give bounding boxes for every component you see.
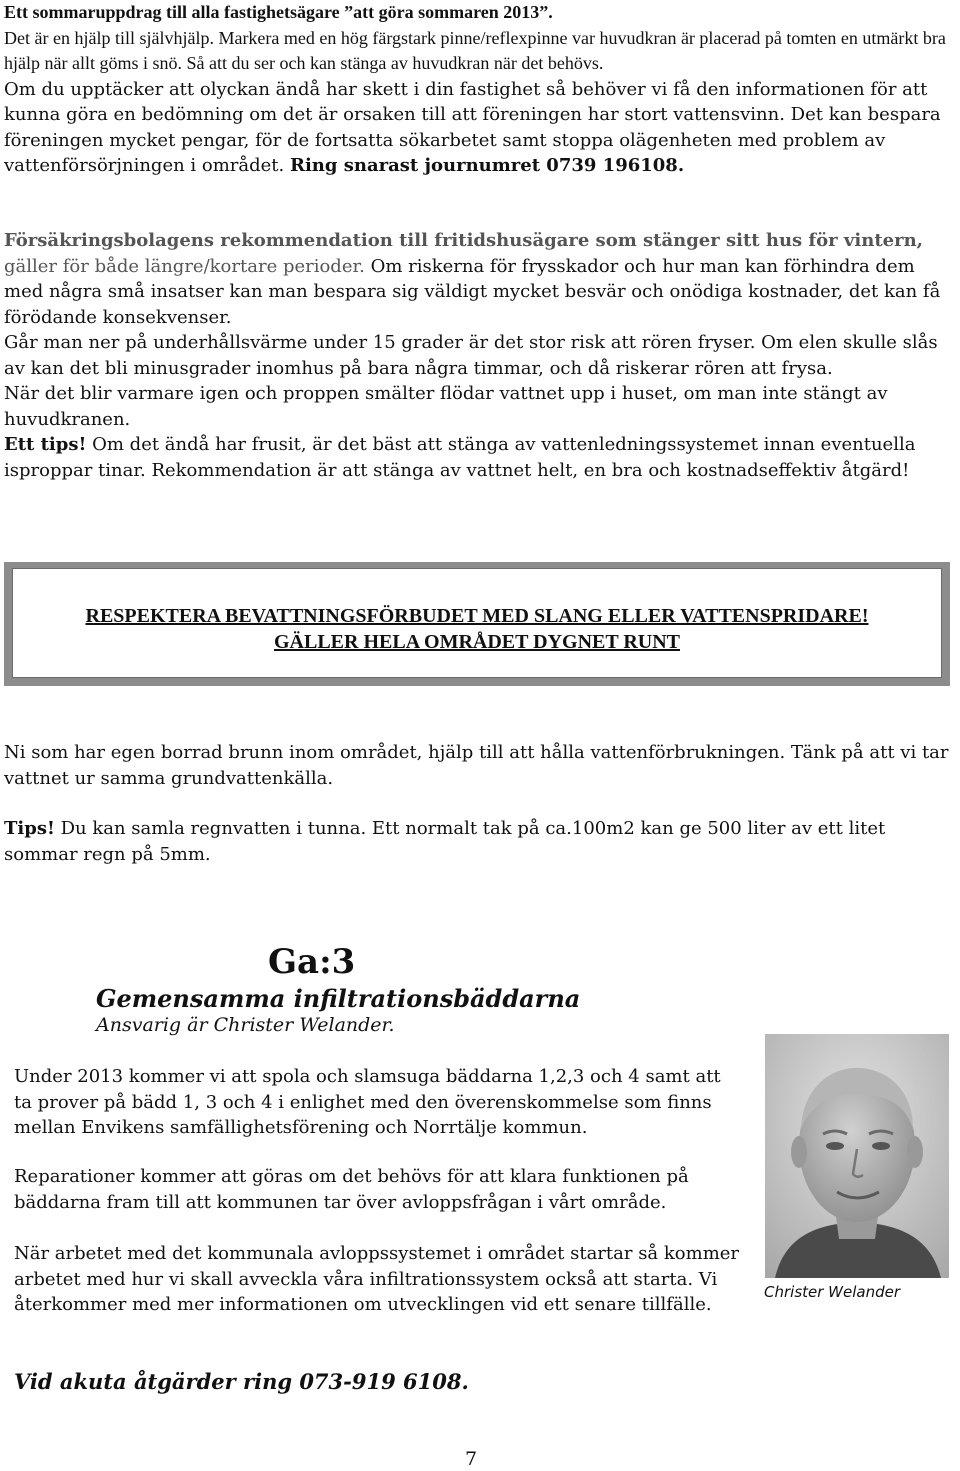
ga3-subtitle: Gemensamma infiltrationsbäddarna: [96, 984, 581, 1013]
photo-caption: Christer Welander: [764, 1283, 901, 1301]
portrait-photo: [765, 1034, 949, 1278]
tip-label: Ett tips!: [4, 434, 87, 455]
tip-text: Om det ändå har frusit, är det bäst att stänga av vattenledningssystemet innan eventuella isproppar tinar. Rekommendation är att stänga av vattnet helt, en bra och kostnadseffektiv åtgärd!: [4, 434, 916, 481]
notice-line-1: RESPEKTERA BEVATTNINGSFÖRBUDET MED SLANG ELLER VATTENSPRIDARE!: [85, 605, 869, 627]
portrait-illustration: [765, 1034, 949, 1278]
well-owners-text: Ni som har egen borrad brunn inom området, hjälp till att hålla vattenförbrukningen. Tänk på att vi tar vattnet ur samma grundvattenkälla.: [4, 742, 949, 789]
thaw-text: När det blir varmare igen och proppen smälter flödar vattnet upp i huset, om man inte stängt av huvudkranen.: [4, 383, 888, 430]
ga3-urgent-contact: Vid akuta åtgärder ring 073-919 6108.: [14, 1369, 469, 1394]
notice-box: [12, 568, 942, 678]
rainwater-tip-text: Du kan samla regnvatten i tunna. Ett normalt tak på ca.100m2 kan ge 500 liter av ett litet sommar regn på 5mm.: [4, 818, 886, 865]
section-summer-task: [4, 0, 954, 179]
ga3-responsible: Ansvarig är Christer Welander.: [96, 1014, 395, 1036]
summer-task-heading: Ett sommaruppdrag till alla fastighetsägare ”att göra sommaren 2013”.: [4, 2, 553, 22]
section-insurance: [4, 228, 954, 483]
page-number: 7: [465, 1448, 478, 1470]
section-rainwater-tip: [4, 816, 954, 867]
ga3-paragraph-2: Reparationer kommer att göras om det behövs för att klara funktionen på bäddarna fram till att kommunen tar över avloppsfrågan i vårt område.: [14, 1166, 689, 1213]
rainwater-tip-label: Tips!: [4, 818, 55, 839]
heating-text: Går man ner på underhållsvärme under 15 grader är det stor risk att rören fryser. Om elen skulle slås av kan det bli minusgrader inomhus på bara några timmar, och då riskerar rören att frysa.: [4, 332, 938, 379]
ga3-paragraph-3: När arbetet med det kommunala avloppssystemet i området startar så kommer arbetet med hur vi skall avveckla våra infiltrationssystem också att starta. Vi återkommer med mer informationen om utvecklingen vid ett senare tillfälle.: [14, 1243, 740, 1315]
emergency-call-text: Ring snarast journumret 0739 196108.: [290, 155, 685, 176]
insurance-heading-tail: gäller för både längre/kortare perioder.: [4, 255, 365, 277]
frost-risk-text: Om riskerna för frysskador och hur man kan förhindra dem med några små insatser kan man bespara sig väldigt mycket besvär och onödiga kostnader, det kan få förödande konsekvenser.: [4, 255, 941, 328]
ga3-title: Ga:3: [268, 942, 356, 982]
ga3-paragraph-1: Under 2013 kommer vi att spola och slamsuga bäddarna 1,2,3 och 4 samt att ta prover på bädd 1, 3 och 4 i enlighet med den överenskommelse som finns mellan Envikens samfällighetsförening och Norrtälje kommun.: [14, 1066, 721, 1138]
leak-info-text: Om du upptäcker att olyckan ändå har skett i din fastighet så behöver vi få den informationen för att kunna göra en bedömning om det är orsaken till att föreningen har stort vattensvinn. Det kan bespara föreningen mycket pengar, för de fortsatta sökarbetet samt stoppa olägenheten med problem av vattenförsörjningen i området.: [4, 78, 941, 176]
notice-line-2: GÄLLER HELA OMRÅDET DYGNET RUNT: [274, 631, 680, 653]
section-well-owners: [4, 740, 954, 791]
summer-task-text: Det är en hjälp till självhjälp. Markera med en hög färgstark pinne/reflexpinne var huvudkran är placerad på tomten en utmärkt bra hjälp när allt göms i snö. Så att du ser och kan stänga av huvudkran när det behövs.: [4, 27, 946, 73]
irrigation-ban-notice: [4, 562, 950, 686]
insurance-heading: Försäkringsbolagens rekommendation till fritidshusägare som stänger sitt hus för vintern,: [4, 230, 923, 251]
